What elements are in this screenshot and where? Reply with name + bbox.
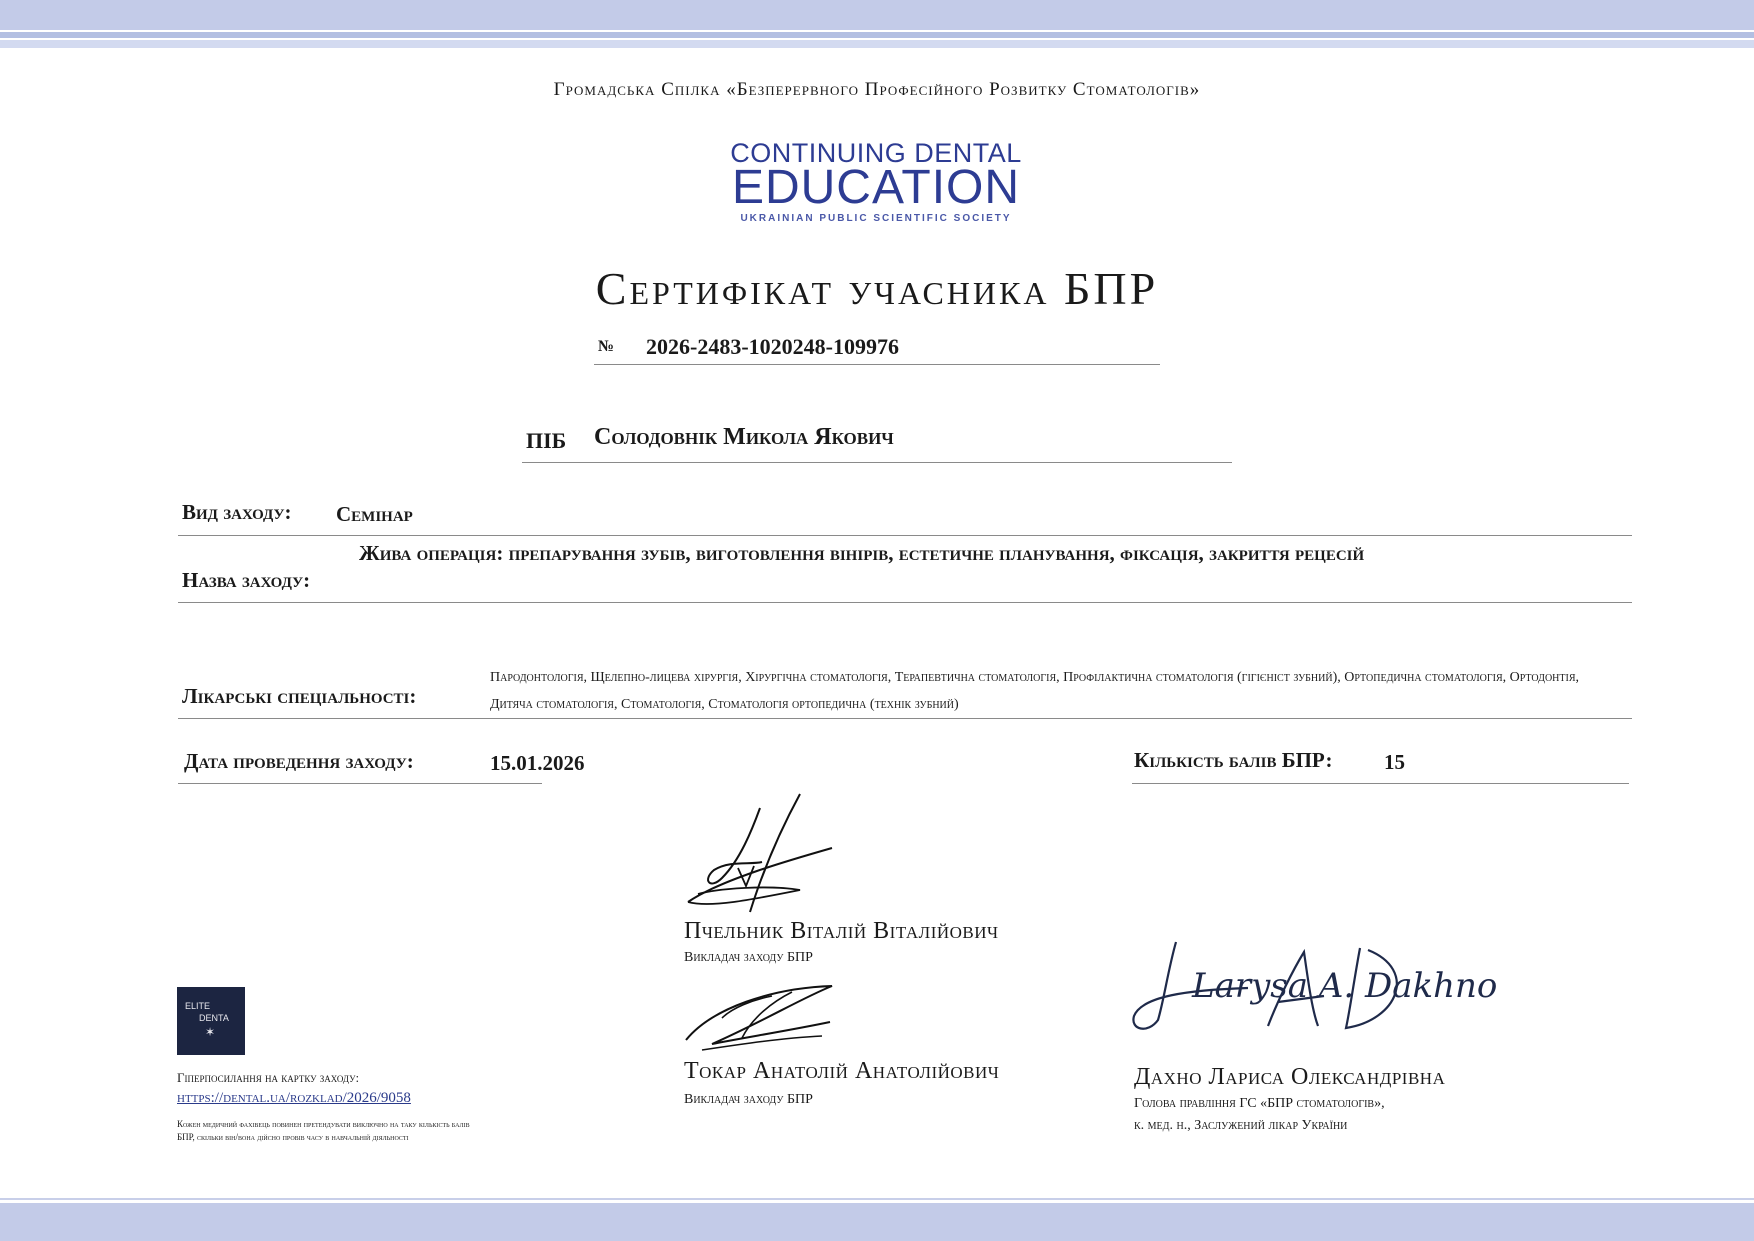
top-band-stripe-light <box>0 40 1754 48</box>
divider <box>594 364 1160 365</box>
bottom-band <box>0 1203 1754 1241</box>
bottom-band-stripe <box>0 1198 1754 1200</box>
divider <box>178 718 1632 719</box>
specialties: Пародонтологія, Щелепно-лицева хірургія, Хірургічна стоматологія, Терапевтична стоматологія, Профілактична стоматологія (гігієніст зубний), Ортопедична стоматологія, Ортодонтія, Дитяча стоматологія, Стоматологія, Стоматологія ортопедична (технік зубний) <box>490 670 1580 712</box>
qr-badge[interactable] <box>177 987 245 1055</box>
certificate-number: 2026-2483-1020248-109976 <box>646 334 899 359</box>
qr-badge-mark-icon: ✶ <box>205 1025 216 1039</box>
qr-badge-line1: ELITE <box>185 1001 211 1011</box>
signatory-2-role: Викладач заходу БПР <box>684 1092 813 1107</box>
signatory-3-role-line2: к. мед. н., Заслужений лікар України <box>1134 1118 1348 1133</box>
event-date: 15.01.2026 <box>490 751 585 775</box>
signature-1-image <box>680 790 840 915</box>
participant-name: Солодовнік Микола Якович <box>594 424 894 450</box>
certificate-number-label: № <box>598 338 615 355</box>
certificate-title: Сертифікат учасника БПР <box>595 263 1159 314</box>
divider <box>178 535 1632 536</box>
event-link[interactable]: https://dental.ua/rozklad/2026/9058 <box>177 1090 411 1106</box>
points-label: Кількість балів БПР: <box>1134 748 1333 772</box>
footer-note: Кожен медичний фахівець повинен претендувати виключно на таку кількість балів БПР, скільки він/вона дійсно провів часу в навчальній діяльності <box>177 1119 470 1142</box>
points-value: 15 <box>1384 750 1405 774</box>
event-link-label: Гіперпосилання на картку заходу: <box>177 1070 360 1085</box>
signature-2-image <box>682 978 842 1058</box>
specialties-label: Лікарські спеціальності: <box>182 684 417 708</box>
top-band-stripe <box>0 32 1754 38</box>
top-band <box>0 0 1754 30</box>
organization-name: Громадська Спілка «Безперервного Професійного Розвитку Стоматологів» <box>553 79 1201 100</box>
divider <box>1132 783 1629 784</box>
logo <box>720 140 1032 230</box>
divider <box>178 602 1632 603</box>
event-type: Семінар <box>336 502 413 526</box>
signatory-1-name: Пчельник Віталій Віталійович <box>684 918 999 944</box>
divider <box>178 783 542 784</box>
event-name-label: Назва заходу: <box>182 568 311 592</box>
logo-line3: UKRAINIAN PUBLIC SCIENTIFIC SOCIETY <box>740 213 1012 224</box>
signatory-3-name: Дахно Лариса Олександрівна <box>1134 1064 1446 1090</box>
signatory-2-name: Токар Анатолій Анатолійович <box>684 1058 1000 1084</box>
event-type-label: Вид заходу: <box>182 500 292 524</box>
participant-label: ПІБ <box>526 428 567 453</box>
logo-line2: EDUCATION <box>731 161 1021 214</box>
logo-line1: CONTINUING DENTAL <box>730 138 1022 168</box>
event-date-label: Дата проведення заходу: <box>184 749 414 773</box>
qr-badge-line2: DENTA <box>199 1013 229 1023</box>
divider <box>522 462 1232 463</box>
signatory-1-role: Викладач заходу БПР <box>684 950 813 965</box>
signatory-3-role-line1: Голова правління ГС «БПР стоматологів», <box>1134 1096 1385 1111</box>
event-name: Жива операція: препарування зубів, виготовлення вінірів, естетичне планування, фіксація, закриття рецесій <box>359 541 1365 565</box>
signature-3-script: Larysa A. Dakhno <box>1192 966 1498 1006</box>
